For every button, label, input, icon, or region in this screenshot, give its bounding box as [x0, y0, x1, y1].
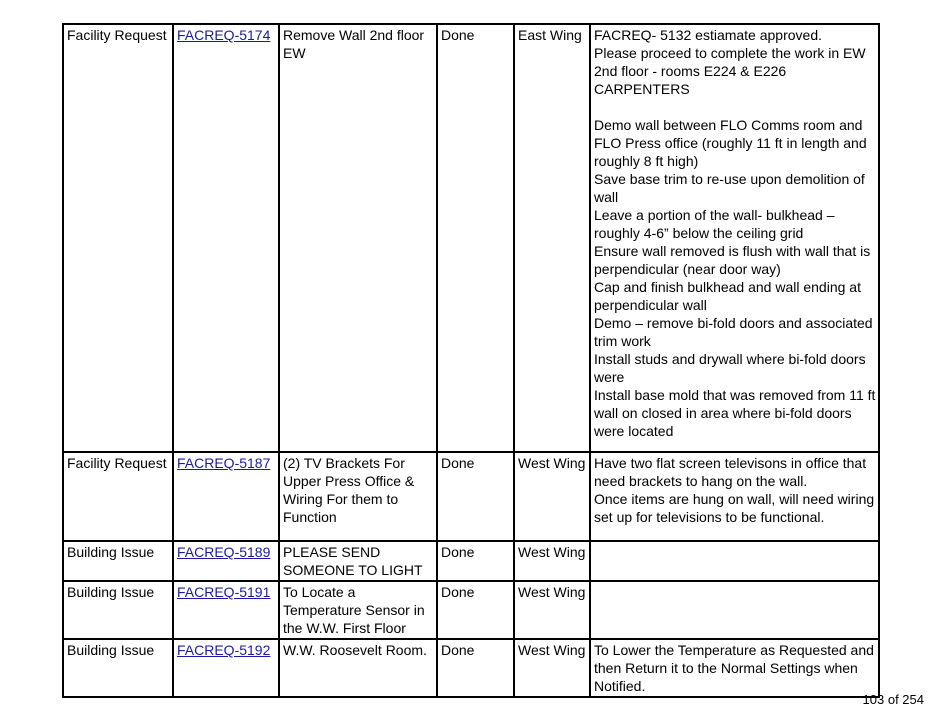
- description-line: CARPENTERS: [594, 81, 690, 97]
- request-title-cell: PLEASE SEND SOMEONE TO LIGHT: [279, 541, 437, 581]
- description-line: Install base mold that was removed from 11 ft wall on closed in area where bi-fold doors were located: [594, 387, 880, 439]
- description-line: Install studs and drywall where bi-fold doors were: [594, 351, 870, 385]
- request-location-cell: West Wing: [514, 452, 590, 541]
- table-row: [63, 24, 879, 452]
- description-line: Ensure wall removed is flush with wall that is perpendicular (near door way): [594, 243, 875, 277]
- table-row: [63, 541, 879, 581]
- request-location-cell: East Wing: [514, 24, 590, 452]
- description-line: Save base trim to re-use upon demolition of wall: [594, 171, 869, 205]
- table-row: [63, 639, 879, 697]
- request-id-link[interactable]: FACREQ-5187: [177, 455, 271, 471]
- request-id-cell: [173, 639, 279, 697]
- description-line: Please proceed to complete the work in EW 2nd floor - rooms E224 & E226: [594, 45, 870, 79]
- page-number: 103 of 254: [862, 692, 924, 707]
- request-title-cell: Remove Wall 2nd floor EW: [279, 24, 437, 452]
- request-location-cell: West Wing: [514, 581, 590, 639]
- request-type-cell: Building Issue: [63, 581, 173, 639]
- request-id-cell: [173, 452, 279, 541]
- request-id-link[interactable]: FACREQ-5189: [177, 544, 271, 560]
- description-line: To Lower the Temperature as Requested and then Return it to the Normal Settings when Notified.: [594, 642, 878, 694]
- description-line: Demo – remove bi-fold doors and associated trim work: [594, 315, 877, 349]
- request-id-cell: [173, 581, 279, 639]
- description-line: Once items are hung on wall, will need wiring set up for televisions to be functional.: [594, 491, 879, 525]
- request-title-cell: (2) TV Brackets For Upper Press Office & Wiring For them to Function: [279, 452, 437, 541]
- table-row: [63, 452, 879, 541]
- description-line: Have two flat screen televisons in office that need brackets to hang on the wall.: [594, 455, 870, 489]
- request-description-cell: [590, 581, 879, 639]
- request-id-link[interactable]: FACREQ-5191: [177, 584, 271, 600]
- request-type-cell: Building Issue: [63, 639, 173, 697]
- table-body: [63, 24, 879, 697]
- description-line: FACREQ- 5132 estiamate approved.: [594, 27, 823, 43]
- request-description-cell: [590, 24, 879, 452]
- request-status-cell: Done: [437, 452, 514, 541]
- request-status-cell: Done: [437, 639, 514, 697]
- request-id-cell: [173, 24, 279, 452]
- description-line: Leave a portion of the wall- bulkhead – roughly 4-6” below the ceiling grid: [594, 207, 839, 241]
- description-spacer: [594, 98, 876, 116]
- description-line: Demo wall between FLO Comms room and FLO Press office (roughly 11 ft in length and roughly 8 ft high): [594, 117, 871, 169]
- request-title-cell: To Locate a Temperature Sensor in the W.W. First Floor: [279, 581, 437, 639]
- request-type-cell: Building Issue: [63, 541, 173, 581]
- request-title-cell: W.W. Roosevelt Room.: [279, 639, 437, 697]
- request-status-cell: Done: [437, 541, 514, 581]
- request-type-cell: Facility Request: [63, 452, 173, 541]
- request-status-cell: Done: [437, 24, 514, 452]
- request-id-link[interactable]: FACREQ-5192: [177, 642, 271, 658]
- request-type-cell: Facility Request: [63, 24, 173, 452]
- request-location-cell: West Wing: [514, 541, 590, 581]
- request-id-link[interactable]: FACREQ-5174: [177, 27, 271, 43]
- facility-request-table: [62, 23, 880, 698]
- request-location-cell: West Wing: [514, 639, 590, 697]
- request-description-cell: [590, 541, 879, 581]
- request-id-cell: [173, 541, 279, 581]
- description-line: Cap and finish bulkhead and wall ending at perpendicular wall: [594, 279, 865, 313]
- request-description-cell: [590, 639, 879, 697]
- request-status-cell: Done: [437, 581, 514, 639]
- table-row: [63, 581, 879, 639]
- request-description-cell: [590, 452, 879, 541]
